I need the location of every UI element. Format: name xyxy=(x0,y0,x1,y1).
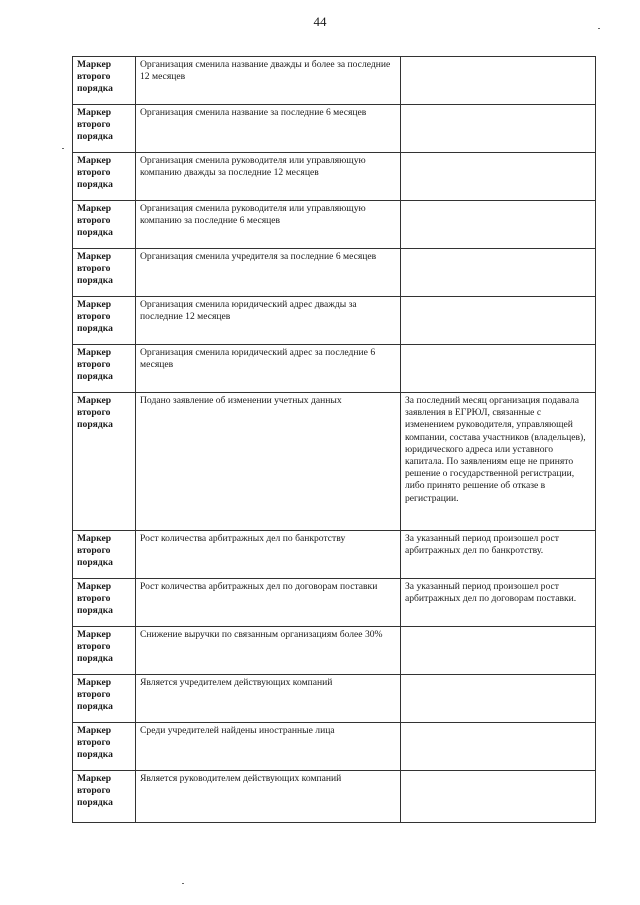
description-cell: Организация сменила руководителя или управляющую компанию за последние 6 месяцев xyxy=(136,201,401,249)
marker-cell: Маркер второго порядка xyxy=(73,297,136,345)
comment-cell: За последний месяц организация подавала заявления в ЕГРЮЛ, связанные с изменением руководителя, управляющей компании, состава участников (владельцев), юридического адреса или уставного капитала. По заявлениям еще не принято решение о государственной регистрации, либо принято решение об отказе в регистрации. xyxy=(401,393,596,531)
comment-cell xyxy=(401,57,596,105)
page-number: 44 xyxy=(313,14,327,29)
marker-cell: Маркер второго порядка xyxy=(73,105,136,153)
table-row xyxy=(73,531,596,579)
description-cell: Организация сменила руководителя или управляющую компанию дважды за последние 12 месяцев xyxy=(136,153,401,201)
comment-cell: За указанный период произошел рост арбитражных дел по договорам поставки. xyxy=(401,579,596,627)
table-row xyxy=(73,153,596,201)
comment-cell xyxy=(401,723,596,771)
description-cell: Является руководителем действующих компаний xyxy=(136,771,401,823)
description-cell: Организация сменила учредителя за последние 6 месяцев xyxy=(136,249,401,297)
comment-cell xyxy=(401,345,596,393)
description-cell: Подано заявление об изменении учетных данных xyxy=(136,393,401,531)
description-cell: Организация сменила название за последние 6 месяцев xyxy=(136,105,401,153)
comment-cell: За указанный период произошел рост арбитражных дел по банкротству. xyxy=(401,531,596,579)
marker-cell: Маркер второго порядка xyxy=(73,153,136,201)
table-row xyxy=(73,675,596,723)
description-cell: Рост количества арбитражных дел по договорам поставки xyxy=(136,579,401,627)
table-row xyxy=(73,105,596,153)
scan-speck xyxy=(62,148,64,149)
comment-cell xyxy=(401,675,596,723)
scan-speck xyxy=(598,28,600,29)
table-row xyxy=(73,393,596,531)
table-row xyxy=(73,771,596,823)
comment-cell xyxy=(401,297,596,345)
comment-cell xyxy=(401,105,596,153)
description-cell: Организация сменила юридический адрес за последние 6 месяцев xyxy=(136,345,401,393)
comment-cell xyxy=(401,201,596,249)
table-row xyxy=(73,723,596,771)
description-cell: Организация сменила юридический адрес дважды за последние 12 месяцев xyxy=(136,297,401,345)
comment-cell xyxy=(401,249,596,297)
table-row xyxy=(73,579,596,627)
marker-cell: Маркер второго порядка xyxy=(73,531,136,579)
table-row xyxy=(73,297,596,345)
marker-cell: Маркер второго порядка xyxy=(73,249,136,297)
description-cell: Является учредителем действующих компаний xyxy=(136,675,401,723)
marker-cell: Маркер второго порядка xyxy=(73,627,136,675)
description-cell: Рост количества арбитражных дел по банкротству xyxy=(136,531,401,579)
description-cell: Организация сменила название дважды и более за последние 12 месяцев xyxy=(136,57,401,105)
comment-cell xyxy=(401,771,596,823)
marker-cell: Маркер второго порядка xyxy=(73,771,136,823)
table-row xyxy=(73,201,596,249)
marker-cell: Маркер второго порядка xyxy=(73,201,136,249)
table-row xyxy=(73,57,596,105)
marker-cell: Маркер второго порядка xyxy=(73,57,136,105)
table-row xyxy=(73,249,596,297)
markers-table xyxy=(72,56,596,823)
marker-cell: Маркер второго порядка xyxy=(73,675,136,723)
comment-cell xyxy=(401,627,596,675)
description-cell: Среди учредителей найдены иностранные лица xyxy=(136,723,401,771)
description-cell: Снижение выручки по связанным организациям более 30% xyxy=(136,627,401,675)
table-row xyxy=(73,345,596,393)
table-row xyxy=(73,627,596,675)
marker-cell: Маркер второго порядка xyxy=(73,579,136,627)
comment-cell xyxy=(401,153,596,201)
marker-cell: Маркер второго порядка xyxy=(73,723,136,771)
scan-speck xyxy=(182,883,184,884)
marker-cell: Маркер второго порядка xyxy=(73,345,136,393)
marker-cell: Маркер второго порядка xyxy=(73,393,136,531)
